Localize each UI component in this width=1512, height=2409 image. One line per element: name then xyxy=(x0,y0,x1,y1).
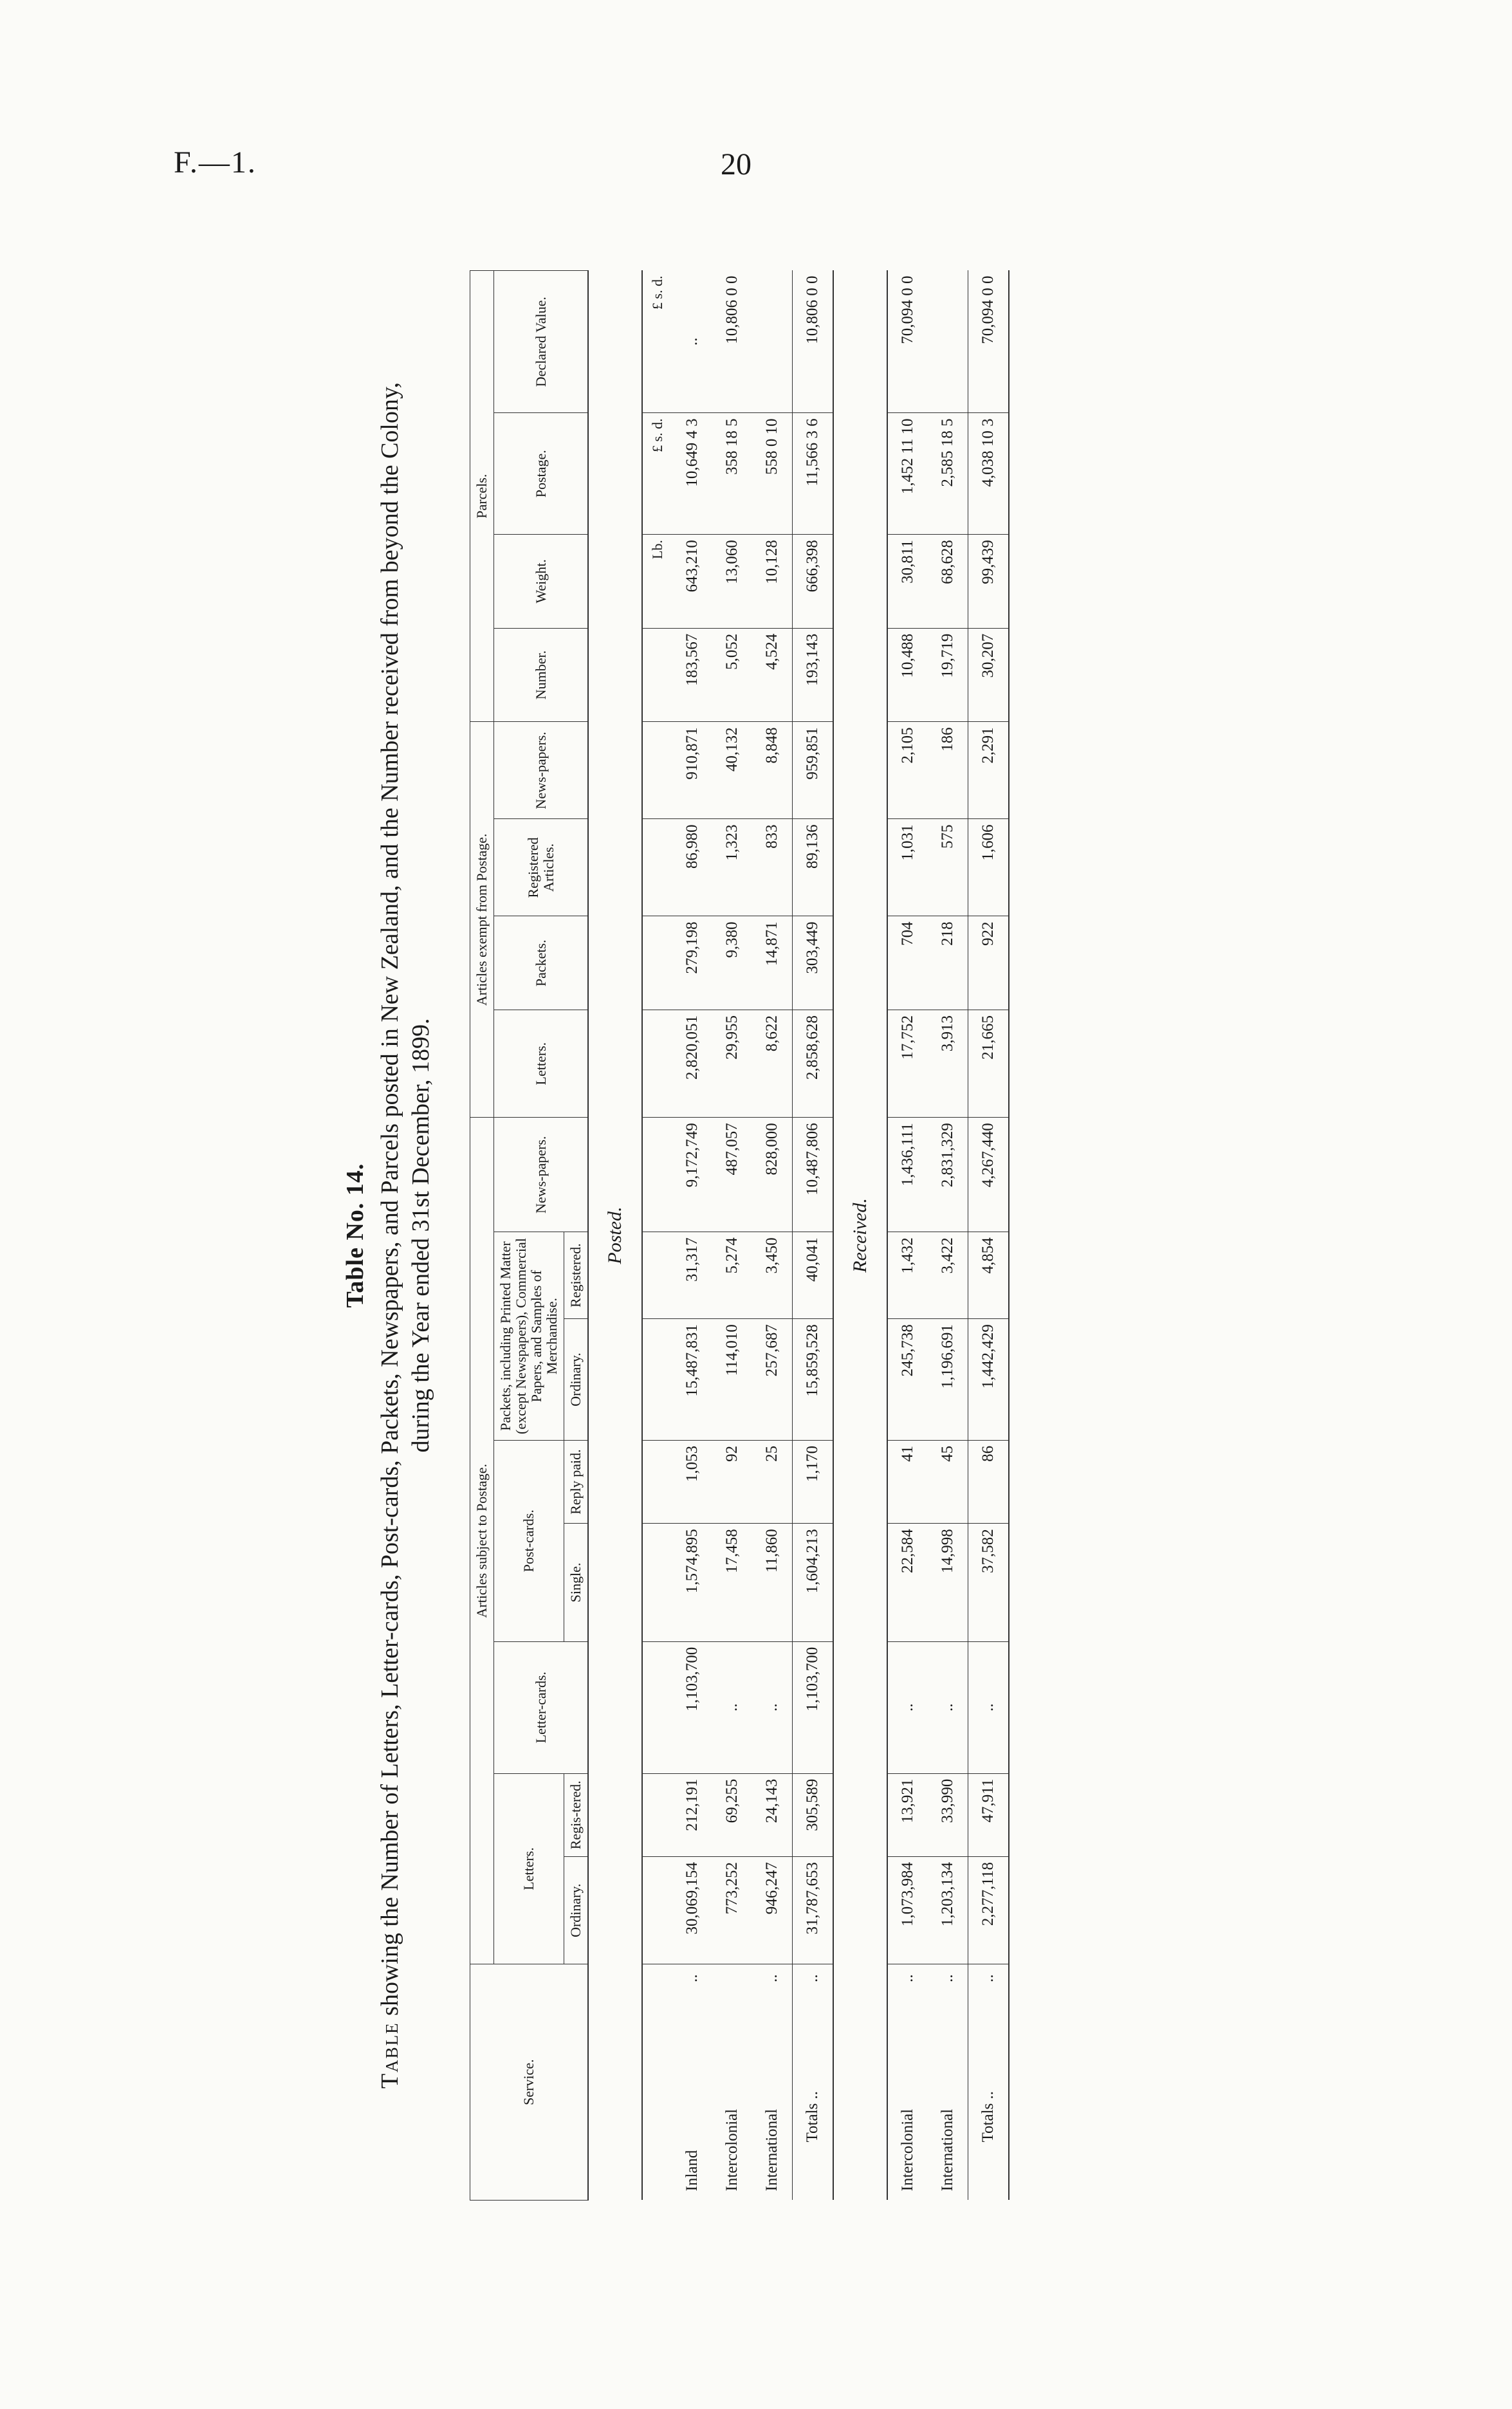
table-row xyxy=(928,271,968,2201)
cell-ex-news: 2,291 xyxy=(968,722,1010,819)
page-reference: F.—1. xyxy=(174,145,257,180)
table-row xyxy=(887,271,928,2201)
cell-pk-ord: 15,487,831 xyxy=(672,1319,712,1441)
cell-pk-ord: 15,859,528 xyxy=(793,1319,834,1441)
row-leader-dots: .. xyxy=(939,1974,956,1982)
cell-ex-reg: 1,606 xyxy=(968,819,1010,916)
cell-pk-reg: 5,274 xyxy=(712,1232,752,1319)
cell-reply: 1,170 xyxy=(793,1440,834,1523)
cell-p-num: 19,719 xyxy=(928,628,968,722)
header-letter-cards: Letter-cards. xyxy=(494,1641,589,1773)
cell-p-wt: 68,628 xyxy=(928,535,968,629)
cell-p-post: 2,585 18 5 xyxy=(928,413,968,535)
cell-p-num: 193,143 xyxy=(793,628,834,722)
unit-row xyxy=(642,271,672,2201)
cell-p-num: 5,052 xyxy=(712,628,752,722)
header-parcel-declared-value: Declared Value. xyxy=(494,271,589,413)
cell-p-post: 358 18 5 xyxy=(712,413,752,535)
cell-lc: .. xyxy=(887,1641,928,1773)
table-title-text: showing the Number of Letters, Letter-cards, Post-cards, Packets, Newspapers, and Parcels posted in New Zealand, and the Number received from beyond the Colony, during the Year ended 31st December, 1899. xyxy=(376,382,434,2016)
row-service: Totals .. xyxy=(793,1992,834,2201)
table-title xyxy=(374,270,436,2201)
table-caption xyxy=(341,270,436,2201)
unit-postage: £ s. d. xyxy=(642,413,672,535)
cell-pk-reg: 1,432 xyxy=(887,1232,928,1319)
cell-reg: 212,191 xyxy=(672,1773,712,1856)
cell-p-post: 1,452 11 10 xyxy=(887,413,928,535)
cell-single: 14,998 xyxy=(928,1524,968,1641)
cell-reply: 25 xyxy=(752,1440,793,1523)
section-title-posted: Posted. xyxy=(588,271,642,2201)
cell-ord: 30,069,154 xyxy=(672,1857,712,1964)
header-parcel-weight: Weight. xyxy=(494,535,589,629)
header-post-cards-reply-paid: Reply paid. xyxy=(564,1440,589,1523)
cell-ord: 2,277,118 xyxy=(968,1857,1010,1964)
cell-ex-news: 910,871 xyxy=(672,722,712,819)
header-post-cards-single: Single. xyxy=(564,1524,589,1641)
section-title-received: Received. xyxy=(833,271,887,2201)
cell-ex-news: 2,105 xyxy=(887,722,928,819)
cell-ex-let: 2,858,628 xyxy=(793,1010,834,1118)
cell-p-val: 10,806 0 0 xyxy=(793,271,834,413)
header-newspapers: News-papers. xyxy=(494,1118,589,1232)
row-service: Totals .. xyxy=(968,1992,1010,2201)
header-subject-to-postage: Articles subject to Postage. xyxy=(470,1118,494,1964)
cell-ex-news: 40,132 xyxy=(712,722,752,819)
cell-ex-news: 186 xyxy=(928,722,968,819)
header-post-cards: Post-cards. xyxy=(494,1440,564,1641)
section-posted-row xyxy=(588,271,642,2201)
cell-p-post: 558 0 10 xyxy=(752,413,793,535)
header-service: Service. xyxy=(470,1964,589,2201)
received-rows xyxy=(887,271,1009,2201)
cell-p-wt: 13,060 xyxy=(712,535,752,629)
cell-ex-pk: 303,449 xyxy=(793,916,834,1010)
cell-p-val xyxy=(928,271,968,413)
cell-p-wt: 10,128 xyxy=(752,535,793,629)
cell-ex-reg: 1,031 xyxy=(887,819,928,916)
header-exempt-from-postage: Articles exempt from Postage. xyxy=(470,722,494,1118)
cell-reg: 47,911 xyxy=(968,1773,1010,1856)
cell-p-num: 10,488 xyxy=(887,628,928,722)
cell-ex-pk: 9,380 xyxy=(712,916,752,1010)
cell-lc: 1,103,700 xyxy=(672,1641,712,1773)
cell-p-post: 11,566 3 6 xyxy=(793,413,834,535)
header-packets-including: Packets, including Printed Matter (except Newspapers), Commercial Papers, and Samples of Merchandise. xyxy=(494,1232,564,1441)
cell-ex-pk: 279,198 xyxy=(672,916,712,1010)
cell-reply: 1,053 xyxy=(672,1440,712,1523)
cell-p-num: 183,567 xyxy=(672,628,712,722)
cell-ord: 946,247 xyxy=(752,1857,793,1964)
row-service: Intercolonial xyxy=(899,2109,916,2192)
row-service: Inland xyxy=(683,2150,701,2192)
cell-ex-reg: 1,323 xyxy=(712,819,752,916)
row-leader-dots xyxy=(712,1964,752,1992)
cell-ex-pk: 218 xyxy=(928,916,968,1010)
cell-pk-reg: 4,854 xyxy=(968,1232,1010,1319)
totals-row xyxy=(793,271,834,2201)
header-packets-ordinary: Ordinary. xyxy=(564,1319,589,1441)
cell-lc: 1,103,700 xyxy=(793,1641,834,1773)
cell-lc: .. xyxy=(712,1641,752,1773)
table-title-lead: Table xyxy=(376,2022,403,2089)
cell-p-num: 4,524 xyxy=(752,628,793,722)
header-packets-registered: Registered. xyxy=(564,1232,589,1319)
cell-ex-let: 21,665 xyxy=(968,1010,1010,1118)
cell-reply: 92 xyxy=(712,1440,752,1523)
cell-reg: 69,255 xyxy=(712,1773,752,1856)
cell-reg: 33,990 xyxy=(928,1773,968,1856)
cell-reg: 305,589 xyxy=(793,1773,834,1856)
header-letters-ordinary: Ordinary. xyxy=(564,1857,589,1964)
cell-p-num: 30,207 xyxy=(968,628,1010,722)
unit-declared: £ s. d. xyxy=(642,271,672,413)
cell-news: 487,057 xyxy=(712,1118,752,1232)
cell-pk-ord: 245,738 xyxy=(887,1319,928,1441)
cell-p-val: .. xyxy=(672,271,712,413)
cell-pk-ord: 1,196,691 xyxy=(928,1319,968,1441)
header-letters: Letters. xyxy=(494,1773,564,1964)
cell-ex-reg: 89,136 xyxy=(793,819,834,916)
cell-ord: 1,073,984 xyxy=(887,1857,928,1964)
header-exempt-letters: Letters. xyxy=(494,1010,589,1118)
cell-news: 9,172,749 xyxy=(672,1118,712,1232)
cell-p-wt: 666,398 xyxy=(793,535,834,629)
row-service: International xyxy=(763,2109,780,2192)
cell-news: 828,000 xyxy=(752,1118,793,1232)
header-parcels: Parcels. xyxy=(470,271,494,722)
page-number: 20 xyxy=(721,147,751,181)
cell-lc: .. xyxy=(752,1641,793,1773)
cell-reg: 13,921 xyxy=(887,1773,928,1856)
cell-ex-let: 29,955 xyxy=(712,1010,752,1118)
cell-lc: .. xyxy=(928,1641,968,1773)
table-row xyxy=(672,271,712,2201)
header-exempt-packets: Packets. xyxy=(494,916,589,1010)
cell-p-val: 10,806 0 0 xyxy=(712,271,752,413)
rotated-table-block xyxy=(341,270,1177,2201)
cell-ex-let: 8,622 xyxy=(752,1010,793,1118)
cell-ex-news: 8,848 xyxy=(752,722,793,819)
cell-ex-reg: 833 xyxy=(752,819,793,916)
cell-ord: 1,203,134 xyxy=(928,1857,968,1964)
posted-rows xyxy=(672,271,833,2201)
cell-p-val: 70,094 0 0 xyxy=(968,271,1010,413)
cell-ex-let: 2,820,051 xyxy=(672,1010,712,1118)
cell-news: 2,831,329 xyxy=(928,1118,968,1232)
cell-ex-pk: 14,871 xyxy=(752,916,793,1010)
cell-news: 1,436,111 xyxy=(887,1118,928,1232)
row-leader-dots: .. xyxy=(968,1964,1010,1992)
cell-pk-reg: 3,422 xyxy=(928,1232,968,1319)
header-exempt-newspapers: News-papers. xyxy=(494,722,589,819)
cell-news: 10,487,806 xyxy=(793,1118,834,1232)
cell-ex-pk: 922 xyxy=(968,916,1010,1010)
cell-p-wt: 643,210 xyxy=(672,535,712,629)
cell-p-post: 10,649 4 3 xyxy=(672,413,712,535)
cell-p-post: 4,038 10 3 xyxy=(968,413,1010,535)
statistics-table xyxy=(470,270,1010,2201)
cell-ex-let: 3,913 xyxy=(928,1010,968,1118)
table-number: Table No. 14. xyxy=(342,1163,369,1308)
cell-ex-news: 959,851 xyxy=(793,722,834,819)
table-row xyxy=(752,271,793,2201)
cell-pk-ord: 257,687 xyxy=(752,1319,793,1441)
cell-single: 22,584 xyxy=(887,1524,928,1641)
cell-p-val: 70,094 0 0 xyxy=(887,271,928,413)
cell-pk-reg: 40,041 xyxy=(793,1232,834,1319)
row-service: Intercolonial xyxy=(723,2109,741,2192)
header-exempt-registered: Registered Articles. xyxy=(494,819,589,916)
cell-ex-pk: 704 xyxy=(887,916,928,1010)
cell-ord: 773,252 xyxy=(712,1857,752,1964)
cell-ex-reg: 86,980 xyxy=(672,819,712,916)
row-leader-dots: .. xyxy=(683,1974,701,1982)
cell-single: 1,574,895 xyxy=(672,1524,712,1641)
cell-pk-reg: 31,317 xyxy=(672,1232,712,1319)
header-letters-registered: Regis-tered. xyxy=(564,1773,589,1856)
cell-single: 37,582 xyxy=(968,1524,1010,1641)
header-parcel-postage: Postage. xyxy=(494,413,589,535)
row-leader-dots: .. xyxy=(763,1974,780,1982)
section-received-row xyxy=(833,271,887,2201)
header-parcel-number: Number. xyxy=(494,628,589,722)
table-row xyxy=(712,271,752,2201)
cell-ex-let: 17,752 xyxy=(887,1010,928,1118)
totals-row xyxy=(968,271,1010,2201)
row-leader-dots: .. xyxy=(793,1964,834,1992)
unit-weight: Lb. xyxy=(642,535,672,629)
cell-p-wt: 99,439 xyxy=(968,535,1010,629)
cell-reply: 45 xyxy=(928,1440,968,1523)
row-service: International xyxy=(939,2109,956,2192)
cell-reg: 24,143 xyxy=(752,1773,793,1856)
cell-single: 1,604,213 xyxy=(793,1524,834,1641)
cell-ex-reg: 575 xyxy=(928,819,968,916)
cell-single: 11,860 xyxy=(752,1524,793,1641)
cell-pk-reg: 3,450 xyxy=(752,1232,793,1319)
cell-p-val xyxy=(752,271,793,413)
cell-lc: .. xyxy=(968,1641,1010,1773)
cell-news: 4,267,440 xyxy=(968,1118,1010,1232)
row-leader-dots: .. xyxy=(899,1974,916,1982)
cell-reply: 86 xyxy=(968,1440,1010,1523)
cell-pk-ord: 114,010 xyxy=(712,1319,752,1441)
cell-pk-ord: 1,442,429 xyxy=(968,1319,1010,1441)
cell-p-wt: 30,811 xyxy=(887,535,928,629)
cell-reply: 41 xyxy=(887,1440,928,1523)
cell-single: 17,458 xyxy=(712,1524,752,1641)
cell-ord: 31,787,653 xyxy=(793,1857,834,1964)
